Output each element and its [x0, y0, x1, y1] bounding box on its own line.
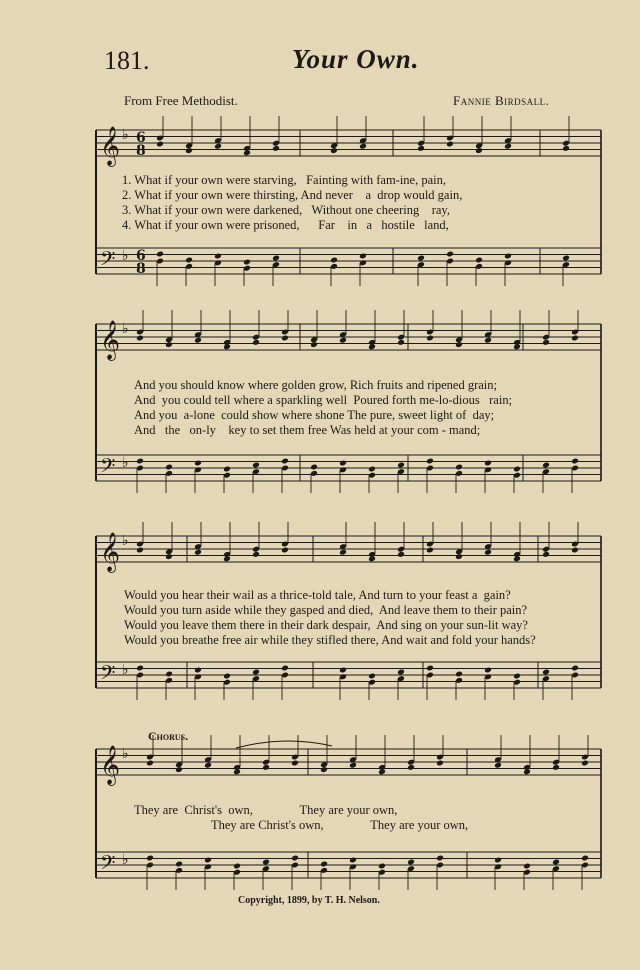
- svg-text:𝄢: 𝄢: [100, 247, 116, 275]
- lyric-verse-4-line-3: Would you breathe free air while they stifled there, And wait and fold your hands?: [124, 633, 536, 647]
- svg-text:𝄞: 𝄞: [100, 532, 121, 572]
- svg-text:♭: ♭: [122, 248, 129, 264]
- chorus-lyric-lower: They are Christ's own, They are your own,: [211, 818, 469, 832]
- copyright-notice: Copyright, 1899, by T. H. Nelson.: [238, 895, 380, 906]
- svg-text:𝄞: 𝄞: [100, 126, 121, 166]
- lyric-verse-1-line-1: 1. What if your own were starving, Fainting with fam-ine, pain,: [122, 173, 447, 187]
- lyric-verse-2-line-2: And you could tell where a sparkling well Poured forth me-lo-dious rain;: [134, 393, 513, 407]
- svg-text:𝄞: 𝄞: [100, 745, 121, 785]
- svg-text:♭: ♭: [122, 321, 129, 337]
- svg-text:♭: ♭: [122, 533, 129, 549]
- lyric-verse-1-line-2: And you should know where golden grow, Rich fruits and ripened grain;: [134, 378, 498, 392]
- svg-text:♭: ♭: [122, 455, 129, 471]
- svg-text:𝄢: 𝄢: [100, 661, 116, 689]
- hymn-number: 181.: [104, 46, 150, 75]
- svg-text:6: 6: [136, 248, 146, 264]
- lyric-verse-4-line-1: 4. What if your own were prisoned, Far in a hostile land,: [122, 218, 449, 232]
- lyric-verse-4-line-2: And the on-ly key to set them free Was held at your com - mand;: [134, 423, 481, 437]
- svg-text:𝄢: 𝄢: [100, 454, 116, 482]
- svg-text:♭: ♭: [122, 662, 129, 678]
- chorus-lyric-upper: They are Christ's own, They are your own,: [134, 803, 398, 817]
- lyric-verse-1-line-3: Would you hear their wail as a thrice-told tale, And turn to your feast a gain?: [124, 588, 511, 602]
- svg-text:𝄞: 𝄞: [100, 320, 121, 360]
- hymn-source: From Free Methodist.: [124, 93, 238, 108]
- svg-text:♭: ♭: [122, 127, 129, 143]
- lyric-verse-3-line-2: And you a-lone could show where shone The pure, sweet light of day;: [134, 408, 495, 422]
- svg-text:8: 8: [136, 261, 146, 277]
- lyric-verse-3-line-3: Would you leave them there in their dark despair, And sing on your sun-lit way?: [124, 618, 528, 632]
- svg-text:♭: ♭: [122, 852, 129, 868]
- hymn-title: Your Own.: [292, 44, 420, 74]
- svg-text:6: 6: [136, 130, 146, 146]
- lyric-verse-2-line-3: Would you turn aside while they gasped and died, And leave them to their pain?: [124, 603, 528, 617]
- chorus-label: Chorus.: [148, 729, 189, 743]
- svg-text:𝄢: 𝄢: [100, 851, 116, 879]
- lyric-verse-3-line-1: 3. What if your own were darkened, Without one cheering ray,: [122, 203, 450, 217]
- hymn-author: Fannie Birdsall.: [453, 93, 550, 108]
- lyric-verse-2-line-1: 2. What if your own were thirsting, And never a drop would gain,: [122, 188, 463, 202]
- svg-text:8: 8: [136, 143, 146, 159]
- svg-text:♭: ♭: [122, 746, 129, 762]
